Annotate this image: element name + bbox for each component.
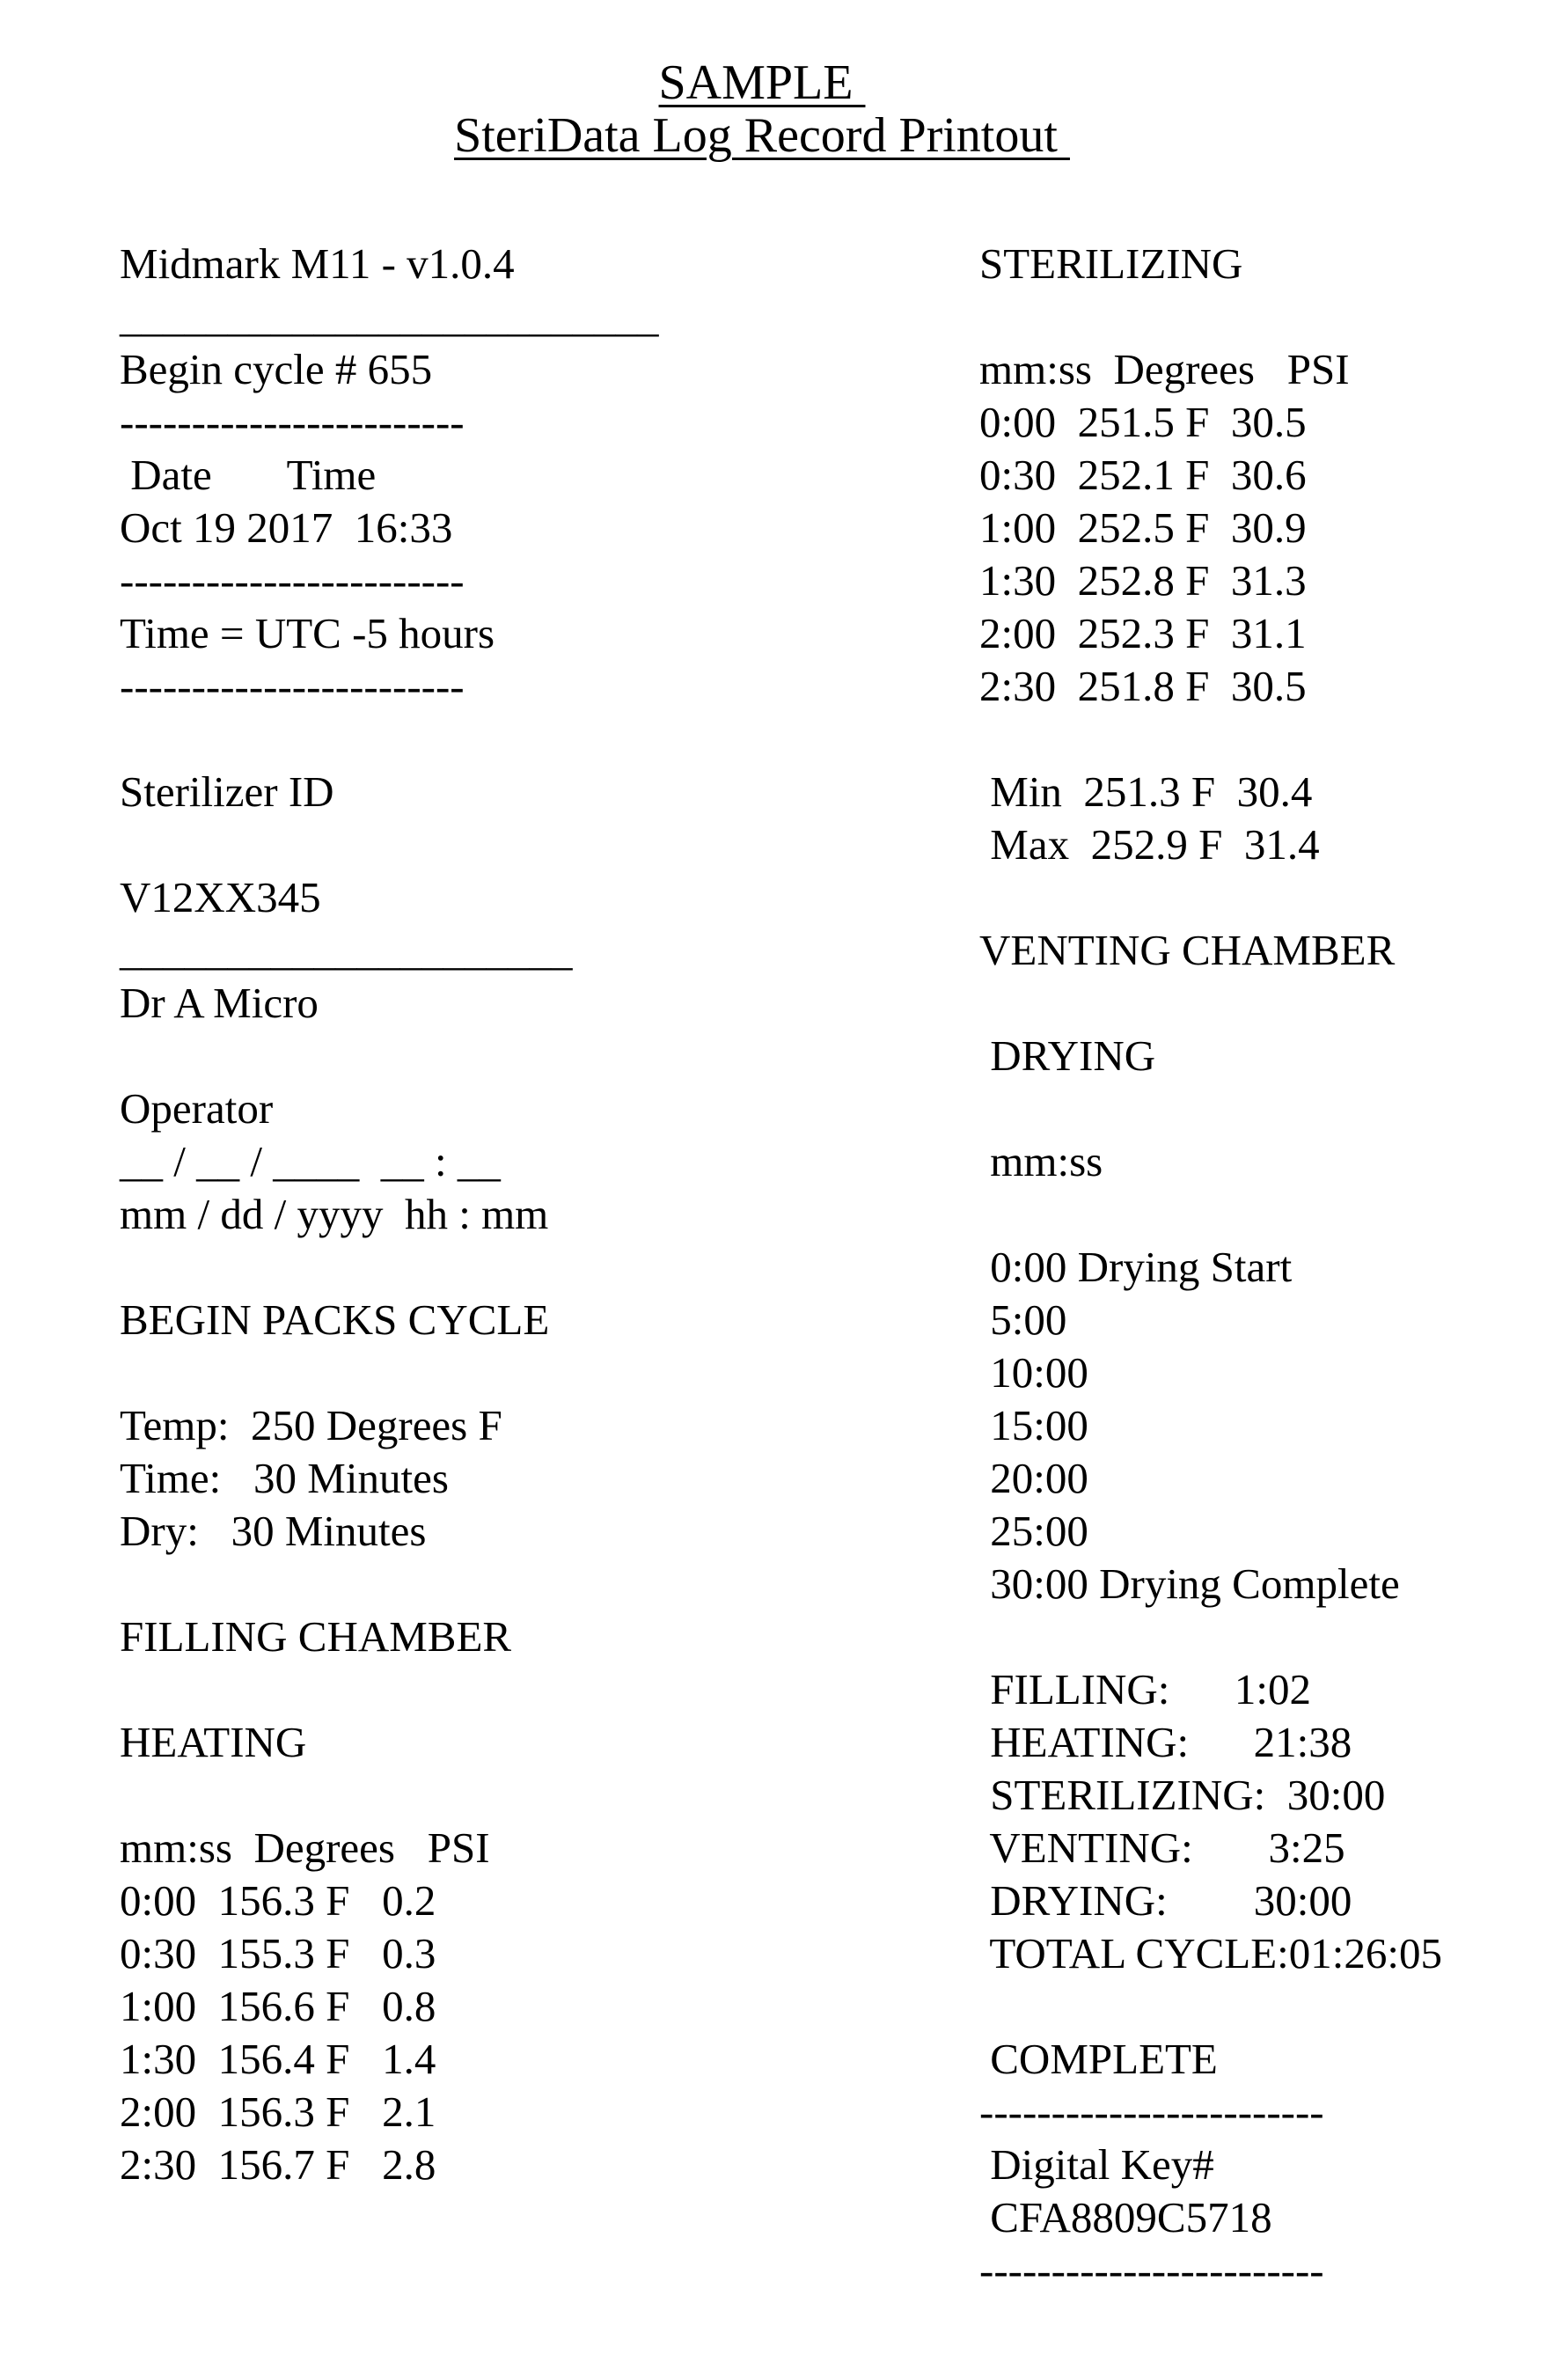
dry-setting-line: Dry: 30 Minutes xyxy=(120,1507,427,1555)
operator-date-format: mm / dd / yyyy hh : mm xyxy=(120,1190,549,1238)
blank-line xyxy=(120,1346,841,1399)
utc-offset-line: Time = UTC -5 hours xyxy=(120,609,495,657)
summary-drying-row: DRYING: 30:00 xyxy=(979,1876,1352,1925)
blank-line xyxy=(979,290,1560,343)
solid-divider: _________________________ xyxy=(120,292,659,341)
blank-line xyxy=(120,1558,841,1610)
filling-chamber-status: FILLING CHAMBER xyxy=(120,1612,512,1661)
time-setting-line: Time: 30 Minutes xyxy=(120,1454,449,1502)
solid-divider: _____________________ xyxy=(120,926,573,974)
drying-time-row: 15:00 xyxy=(979,1401,1088,1449)
sterilizing-row: 1:00 252.5 F 30.9 xyxy=(979,503,1307,552)
date-time-value: Oct 19 2017 16:33 xyxy=(120,503,453,552)
right-column xyxy=(979,238,1560,2297)
blank-line xyxy=(979,1980,1560,2033)
left-column xyxy=(120,238,841,2191)
blank-line xyxy=(979,1188,1560,1241)
blank-line xyxy=(120,818,841,871)
drying-time-row: 20:00 xyxy=(979,1454,1088,1502)
min-row: Min 251.3 F 30.4 xyxy=(979,767,1313,816)
digital-key-value: CFA8809C5718 xyxy=(979,2193,1272,2241)
drying-time-row: 25:00 xyxy=(979,1507,1088,1555)
blank-line xyxy=(979,871,1560,924)
title-sample: SAMPLE xyxy=(658,55,866,110)
drying-table-header: mm:ss xyxy=(979,1137,1103,1185)
drying-status: DRYING xyxy=(979,1031,1156,1080)
blank-line xyxy=(979,713,1560,766)
heating-row: 0:00 156.3 F 0.2 xyxy=(120,1876,436,1925)
summary-sterilizing-row: STERILIZING: 30:00 xyxy=(979,1771,1386,1819)
sterilizing-row: 0:30 252.1 F 30.6 xyxy=(979,451,1307,499)
sterilizer-id-label: Sterilizer ID xyxy=(120,767,334,816)
sterilizing-status: STERILIZING xyxy=(979,239,1243,288)
blank-line xyxy=(120,1030,841,1082)
blank-line xyxy=(979,1610,1560,1663)
printout-title xyxy=(0,56,1524,162)
sterilizing-table-header: mm:ss Degrees PSI xyxy=(979,345,1350,393)
operator-label: Operator xyxy=(120,1084,274,1133)
dashed-divider: ------------------------ xyxy=(120,556,465,605)
sterilizing-row: 2:30 251.8 F 30.5 xyxy=(979,662,1307,710)
sterilizer-id-value: V12XX345 xyxy=(120,873,321,921)
venting-chamber-status: VENTING CHAMBER xyxy=(979,926,1396,974)
dashed-divider: ------------------------ xyxy=(120,662,465,710)
sterilizing-row: 0:00 251.5 F 30.5 xyxy=(979,398,1307,446)
drying-time-row: 10:00 xyxy=(979,1348,1088,1397)
title-subtitle-row xyxy=(0,109,1524,162)
drying-start-row: 0:00 Drying Start xyxy=(979,1243,1293,1291)
dashed-divider: ------------------------ xyxy=(979,2246,1324,2294)
summary-heating-row: HEATING: 21:38 xyxy=(979,1718,1352,1766)
digital-key-label: Digital Key# xyxy=(979,2140,1214,2189)
drying-complete-row: 30:00 Drying Complete xyxy=(979,1559,1400,1608)
blank-line xyxy=(120,1241,841,1294)
summary-total-cycle-row: TOTAL CYCLE:01:26:05 xyxy=(979,1929,1443,1977)
blank-line xyxy=(979,1082,1560,1135)
date-time-header: Date Time xyxy=(120,451,377,499)
complete-status: COMPLETE xyxy=(979,2035,1218,2083)
summary-venting-row: VENTING: 3:25 xyxy=(979,1823,1345,1872)
begin-cycle-line: Begin cycle # 655 xyxy=(120,345,433,393)
blank-line xyxy=(120,1663,841,1716)
title-subtitle: SteriData Log Record Printout xyxy=(454,108,1070,163)
temp-setting-line: Temp: 250 Degrees F xyxy=(120,1401,502,1449)
sterilizing-row: 1:30 252.8 F 31.3 xyxy=(979,556,1307,605)
blank-line xyxy=(120,1769,841,1822)
title-sample-row xyxy=(0,56,1524,109)
blank-line xyxy=(979,977,1560,1030)
heating-row: 0:30 155.3 F 0.3 xyxy=(120,1929,436,1977)
doctor-name-line: Dr A Micro xyxy=(120,979,319,1027)
operator-fill-in-blanks: __ / __ / ____ __ : __ xyxy=(120,1137,501,1185)
dashed-divider: ------------------------ xyxy=(979,2087,1324,2136)
heating-status: HEATING xyxy=(120,1718,307,1766)
summary-filling-row: FILLING: 1:02 xyxy=(979,1665,1311,1713)
dashed-divider: ------------------------ xyxy=(120,398,465,446)
drying-time-row: 5:00 xyxy=(979,1295,1067,1344)
sterilizing-row: 2:00 252.3 F 31.1 xyxy=(979,609,1307,657)
blank-line xyxy=(120,713,841,766)
heating-row: 1:00 156.6 F 0.8 xyxy=(120,1982,436,2030)
heating-row: 1:30 156.4 F 1.4 xyxy=(120,2035,436,2083)
heating-row: 2:30 156.7 F 2.8 xyxy=(120,2140,436,2189)
max-row: Max 252.9 F 31.4 xyxy=(979,820,1320,869)
heating-table-header: mm:ss Degrees PSI xyxy=(120,1823,490,1872)
heating-row: 2:00 156.3 F 2.1 xyxy=(120,2087,436,2136)
model-version-line: Midmark M11 - v1.0.4 xyxy=(120,239,515,288)
begin-packs-cycle-header: BEGIN PACKS CYCLE xyxy=(120,1295,550,1344)
